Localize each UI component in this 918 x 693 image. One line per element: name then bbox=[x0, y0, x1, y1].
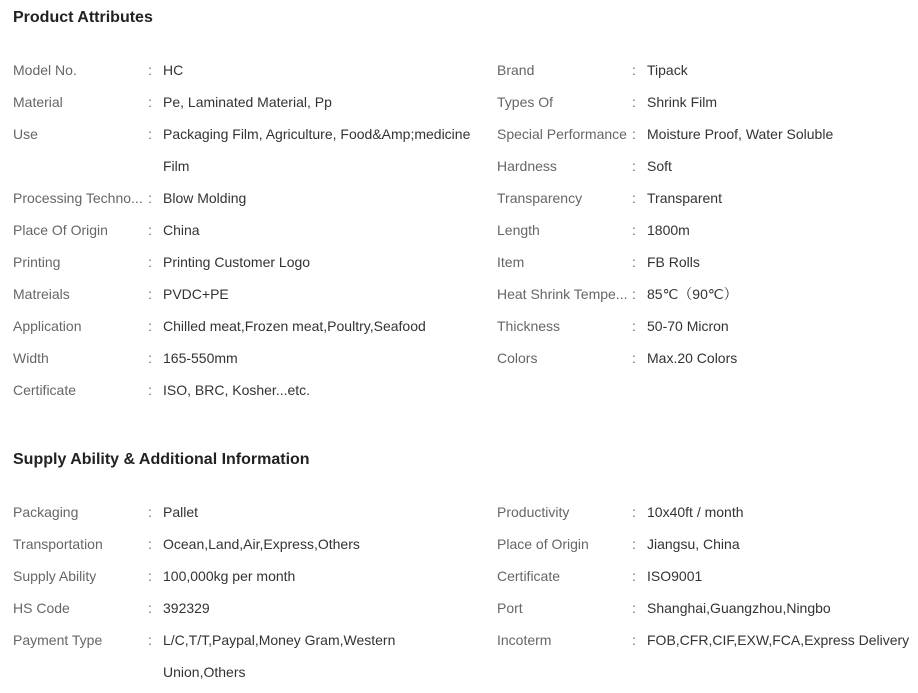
supply-ability-title: Supply Ability & Additional Information bbox=[13, 451, 310, 468]
attribute-row bbox=[13, 278, 473, 310]
attribute-separator: : bbox=[632, 568, 636, 584]
attribute-separator: : bbox=[148, 286, 152, 302]
attribute-row bbox=[497, 246, 918, 278]
attribute-label: Length bbox=[497, 222, 540, 238]
attribute-row bbox=[13, 528, 473, 560]
attribute-row bbox=[13, 592, 473, 624]
attribute-separator: : bbox=[148, 632, 152, 648]
attribute-label: Application bbox=[13, 318, 82, 334]
attribute-label: Packaging bbox=[13, 504, 79, 520]
attribute-label: Printing bbox=[13, 254, 61, 270]
attribute-label: Brand bbox=[497, 62, 535, 78]
attribute-row bbox=[13, 624, 473, 688]
attribute-value: Packaging Film, Agriculture, Food&Amp;medicine Film bbox=[163, 126, 471, 174]
attribute-value: Printing Customer Logo bbox=[163, 254, 311, 270]
attribute-separator: : bbox=[148, 536, 152, 552]
attribute-row bbox=[497, 54, 918, 86]
attribute-row bbox=[497, 182, 918, 214]
attribute-separator: : bbox=[148, 126, 152, 142]
attribute-separator: : bbox=[148, 600, 152, 616]
attribute-value: Shrink Film bbox=[647, 94, 718, 110]
attribute-row bbox=[497, 310, 918, 342]
attribute-row bbox=[497, 150, 918, 182]
attribute-value: Chilled meat,Frozen meat,Poultry,Seafood bbox=[163, 318, 426, 334]
attribute-label: Special Performance bbox=[497, 126, 627, 142]
attribute-label: Supply Ability bbox=[13, 568, 97, 584]
product-attributes-left-column bbox=[13, 54, 473, 406]
attribute-separator: : bbox=[632, 158, 636, 174]
attribute-separator: : bbox=[148, 568, 152, 584]
attribute-label: Transportation bbox=[13, 536, 103, 552]
attribute-row bbox=[13, 246, 473, 278]
attribute-value: 165-550mm bbox=[163, 350, 238, 366]
attribute-label: Matreials bbox=[13, 286, 70, 302]
attribute-value: Pallet bbox=[163, 504, 199, 520]
attribute-separator: : bbox=[632, 190, 636, 206]
attribute-separator: : bbox=[632, 600, 636, 616]
attribute-label: Certificate bbox=[13, 382, 77, 398]
attribute-label: Payment Type bbox=[13, 632, 103, 648]
attribute-value: Pe, Laminated Material, Pp bbox=[163, 94, 332, 110]
product-attributes-title: Product Attributes bbox=[13, 9, 153, 26]
attribute-label: Width bbox=[13, 350, 49, 366]
attribute-separator: : bbox=[632, 632, 636, 648]
attribute-value: L/C,T/T,Paypal,Money Gram,Western Union,Others bbox=[163, 632, 396, 680]
attribute-separator: : bbox=[632, 94, 636, 110]
attribute-row bbox=[497, 560, 918, 592]
attribute-value: FB Rolls bbox=[647, 254, 700, 270]
attribute-label: Colors bbox=[497, 350, 538, 366]
attribute-value: PVDC+PE bbox=[163, 286, 229, 302]
attribute-separator: : bbox=[632, 350, 636, 366]
product-attributes-right-column bbox=[497, 54, 918, 374]
attribute-value: Transparent bbox=[647, 190, 722, 206]
attribute-separator: : bbox=[148, 350, 152, 366]
attribute-row bbox=[13, 182, 473, 214]
attribute-value: Moisture Proof, Water Soluble bbox=[647, 126, 834, 142]
attribute-value: 50-70 Micron bbox=[647, 318, 729, 334]
attribute-label: Processing Techno... bbox=[13, 190, 143, 206]
attribute-value: FOB,CFR,CIF,EXW,FCA,Express Delivery bbox=[647, 632, 910, 648]
attribute-row bbox=[13, 54, 473, 86]
attribute-label: Material bbox=[13, 94, 63, 110]
attribute-separator: : bbox=[632, 222, 636, 238]
attribute-value: China bbox=[163, 222, 200, 238]
attribute-row bbox=[497, 592, 918, 624]
attribute-label: Use bbox=[13, 126, 38, 142]
attribute-row bbox=[13, 310, 473, 342]
attribute-label: Types Of bbox=[497, 94, 554, 110]
attribute-separator: : bbox=[632, 254, 636, 270]
attribute-row bbox=[13, 86, 473, 118]
attribute-separator: : bbox=[148, 504, 152, 520]
attribute-value: Soft bbox=[647, 158, 672, 174]
attribute-separator: : bbox=[148, 382, 152, 398]
attribute-label: Port bbox=[497, 600, 523, 616]
attribute-row bbox=[13, 118, 473, 182]
attribute-row bbox=[497, 214, 918, 246]
attribute-label: Incoterm bbox=[497, 632, 552, 648]
attribute-value: 1800m bbox=[647, 222, 690, 238]
attribute-row bbox=[497, 496, 918, 528]
attribute-value: Ocean,Land,Air,Express,Others bbox=[163, 536, 360, 552]
attribute-row bbox=[13, 560, 473, 592]
attribute-separator: : bbox=[148, 222, 152, 238]
attribute-label: Productivity bbox=[497, 504, 570, 520]
attribute-row bbox=[13, 374, 473, 406]
attribute-separator: : bbox=[632, 286, 636, 302]
supply-ability-right-column bbox=[497, 496, 918, 656]
attribute-row bbox=[13, 496, 473, 528]
attribute-row bbox=[497, 86, 918, 118]
attribute-label: Certificate bbox=[497, 568, 561, 584]
attribute-label: Model No. bbox=[13, 62, 77, 78]
attribute-row bbox=[497, 342, 918, 374]
attribute-value: 85℃（90℃） bbox=[647, 286, 738, 302]
attribute-value: Shanghai,Guangzhou,Ningbo bbox=[647, 600, 831, 616]
attribute-label: Thickness bbox=[497, 318, 561, 334]
attribute-separator: : bbox=[632, 62, 636, 78]
attribute-separator: : bbox=[148, 318, 152, 334]
attribute-value: Jiangsu, China bbox=[647, 536, 740, 552]
attribute-row bbox=[497, 528, 918, 560]
attribute-label: Item bbox=[497, 254, 525, 270]
attribute-label: HS Code bbox=[13, 600, 70, 616]
attribute-value: 100,000kg per month bbox=[163, 568, 296, 584]
attribute-row bbox=[13, 342, 473, 374]
attribute-label: Place of Origin bbox=[497, 536, 589, 552]
attribute-value: Max.20 Colors bbox=[647, 350, 738, 366]
attribute-value: 10x40ft / month bbox=[647, 504, 744, 520]
attribute-value: Blow Molding bbox=[163, 190, 247, 206]
attribute-label: Hardness bbox=[497, 158, 557, 174]
attribute-separator: : bbox=[148, 94, 152, 110]
attribute-value: ISO9001 bbox=[647, 568, 703, 584]
attribute-value: ISO, BRC, Kosher...etc. bbox=[163, 382, 311, 398]
attribute-row bbox=[497, 118, 918, 150]
attribute-value: HC bbox=[163, 62, 184, 78]
attribute-separator: : bbox=[632, 318, 636, 334]
attribute-separator: : bbox=[632, 536, 636, 552]
attribute-value: 392329 bbox=[163, 600, 210, 616]
attribute-value: Tipack bbox=[647, 62, 688, 78]
attribute-separator: : bbox=[148, 190, 152, 206]
attribute-row bbox=[13, 214, 473, 246]
attribute-separator: : bbox=[632, 126, 636, 142]
attribute-label: Place Of Origin bbox=[13, 222, 108, 238]
attribute-separator: : bbox=[632, 504, 636, 520]
attribute-separator: : bbox=[148, 254, 152, 270]
attribute-row bbox=[497, 278, 918, 310]
attribute-separator: : bbox=[148, 62, 152, 78]
attribute-label: Transparency bbox=[497, 190, 583, 206]
supply-ability-left-column bbox=[13, 496, 473, 688]
attribute-label: Heat Shrink Tempe... bbox=[497, 286, 628, 302]
attribute-row bbox=[497, 624, 918, 656]
